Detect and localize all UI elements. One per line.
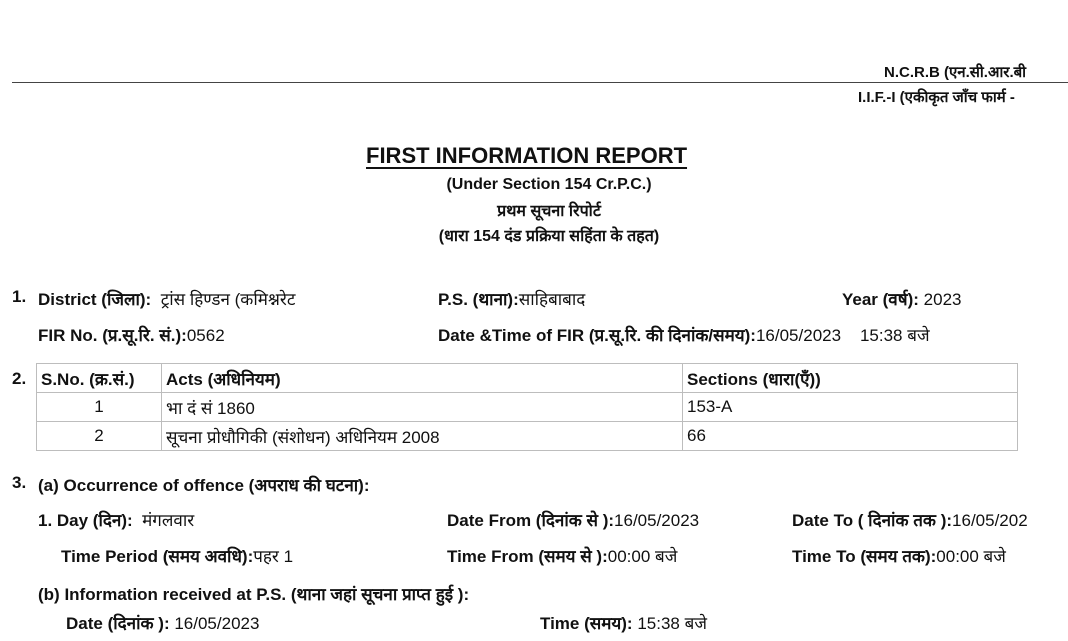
iif-header: I.I.F.-I (एकीकृत जाँच फार्म -	[858, 89, 1015, 106]
table-row	[37, 422, 1018, 451]
time-period-field	[61, 544, 293, 567]
time-period-value: पहर 1	[253, 547, 294, 566]
year-value: 2023	[923, 290, 962, 309]
info-received-label: Information received at P.S. (थाना जहां सूचना प्राप्त हुई ):	[64, 585, 470, 604]
acts-table-header	[37, 364, 1018, 393]
header-rule	[12, 82, 1068, 83]
date-to-value: 16/05/202	[952, 511, 1028, 530]
ncrb-header: N.C.R.B (एन.सी.आर.बी	[884, 64, 1027, 81]
info-time-label: Time (समय):	[540, 614, 633, 633]
date-to-field	[792, 508, 1028, 531]
time-to-label: Time To (समय तक):	[792, 547, 937, 566]
info-date-value: 16/05/2023	[174, 614, 260, 633]
row-section: 66	[683, 422, 1018, 451]
table-row	[37, 393, 1018, 422]
sub-a-label: (a)	[38, 476, 59, 495]
acts-table	[36, 363, 1018, 451]
time-to-field	[792, 544, 1006, 567]
row-act: सूचना प्रोधौगिकी (संशोधन) अधिनियम 2008	[162, 422, 683, 451]
sub-b-label: (b)	[38, 585, 60, 604]
info-date-field	[66, 611, 259, 634]
section2-number: 2.	[12, 369, 27, 388]
occurrence-field	[38, 473, 369, 496]
district-field	[38, 287, 295, 310]
time-from-value: 00:00 बजे	[607, 547, 678, 566]
under-section: (Under Section 154 Cr.P.C.)	[446, 176, 652, 193]
date-to-label: Date To ( दिनांक तक ):	[792, 511, 953, 530]
header-sno: S.No. (क्र.सं.)	[37, 364, 162, 393]
year-field	[842, 287, 961, 310]
date-from-field	[447, 508, 699, 531]
fir-field	[38, 323, 225, 346]
day-field	[38, 508, 194, 531]
time-period-label: Time Period (समय अवधि):	[61, 547, 254, 566]
hindi-section: (धारा 154 दंड प्रक्रिया सहिंता के तहत)	[438, 228, 660, 245]
fir-datetime-label: Date &Time of FIR (प्र.सू.रि. की दिनांक/समय):	[438, 326, 756, 345]
ps-field	[438, 287, 585, 310]
fir-date-value: 16/05/2023	[755, 326, 842, 345]
time-from-field	[447, 544, 677, 567]
info-received-field	[38, 582, 469, 605]
fir-datetime-field	[438, 323, 930, 346]
date-from-label: Date From (दिनांक से ):	[447, 511, 615, 530]
header-sections: Sections (धारा(एँ))	[683, 364, 1018, 393]
section1-number: 1.	[12, 287, 27, 306]
ps-label: P.S. (थाना):	[438, 290, 519, 309]
row-section: 153-A	[683, 393, 1018, 422]
fir-label: FIR No. (प्र.सू.रि. सं.):	[38, 326, 187, 345]
district-value: ट्रांस हिण्डन (कमिश्नरेट	[160, 290, 296, 309]
info-date-label: Date (दिनांक ):	[66, 614, 170, 633]
hindi-title: प्रथम सूचना रिपोर्ट	[497, 203, 601, 220]
section3-number: 3.	[12, 473, 27, 492]
row-sno: 1	[37, 393, 162, 422]
date-from-value: 16/05/2023	[614, 511, 700, 530]
district-label: District (जिला):	[38, 290, 152, 309]
occurrence-label: Occurrence of offence (अपराध की घटना):	[63, 476, 370, 495]
info-time-field	[540, 611, 707, 634]
time-from-label: Time From (समय से ):	[447, 547, 608, 566]
time-to-value: 00:00 बजे	[936, 547, 1006, 566]
day-value: मंगलवार	[142, 511, 195, 530]
report-title: FIRST INFORMATION REPORT	[366, 143, 688, 168]
row-act: भा दं सं 1860	[162, 393, 683, 422]
year-label: Year (वर्ष):	[842, 290, 919, 309]
header-acts: Acts (अधिनियम)	[162, 364, 683, 393]
day-label: 1. Day (दिन):	[38, 511, 133, 530]
fir-time-value: 15:38 बजे	[859, 326, 930, 345]
fir-value: 0562	[186, 326, 225, 345]
ps-value: साहिबाबाद	[518, 290, 586, 309]
info-time-value: 15:38 बजे	[637, 614, 707, 633]
row-sno: 2	[37, 422, 162, 451]
